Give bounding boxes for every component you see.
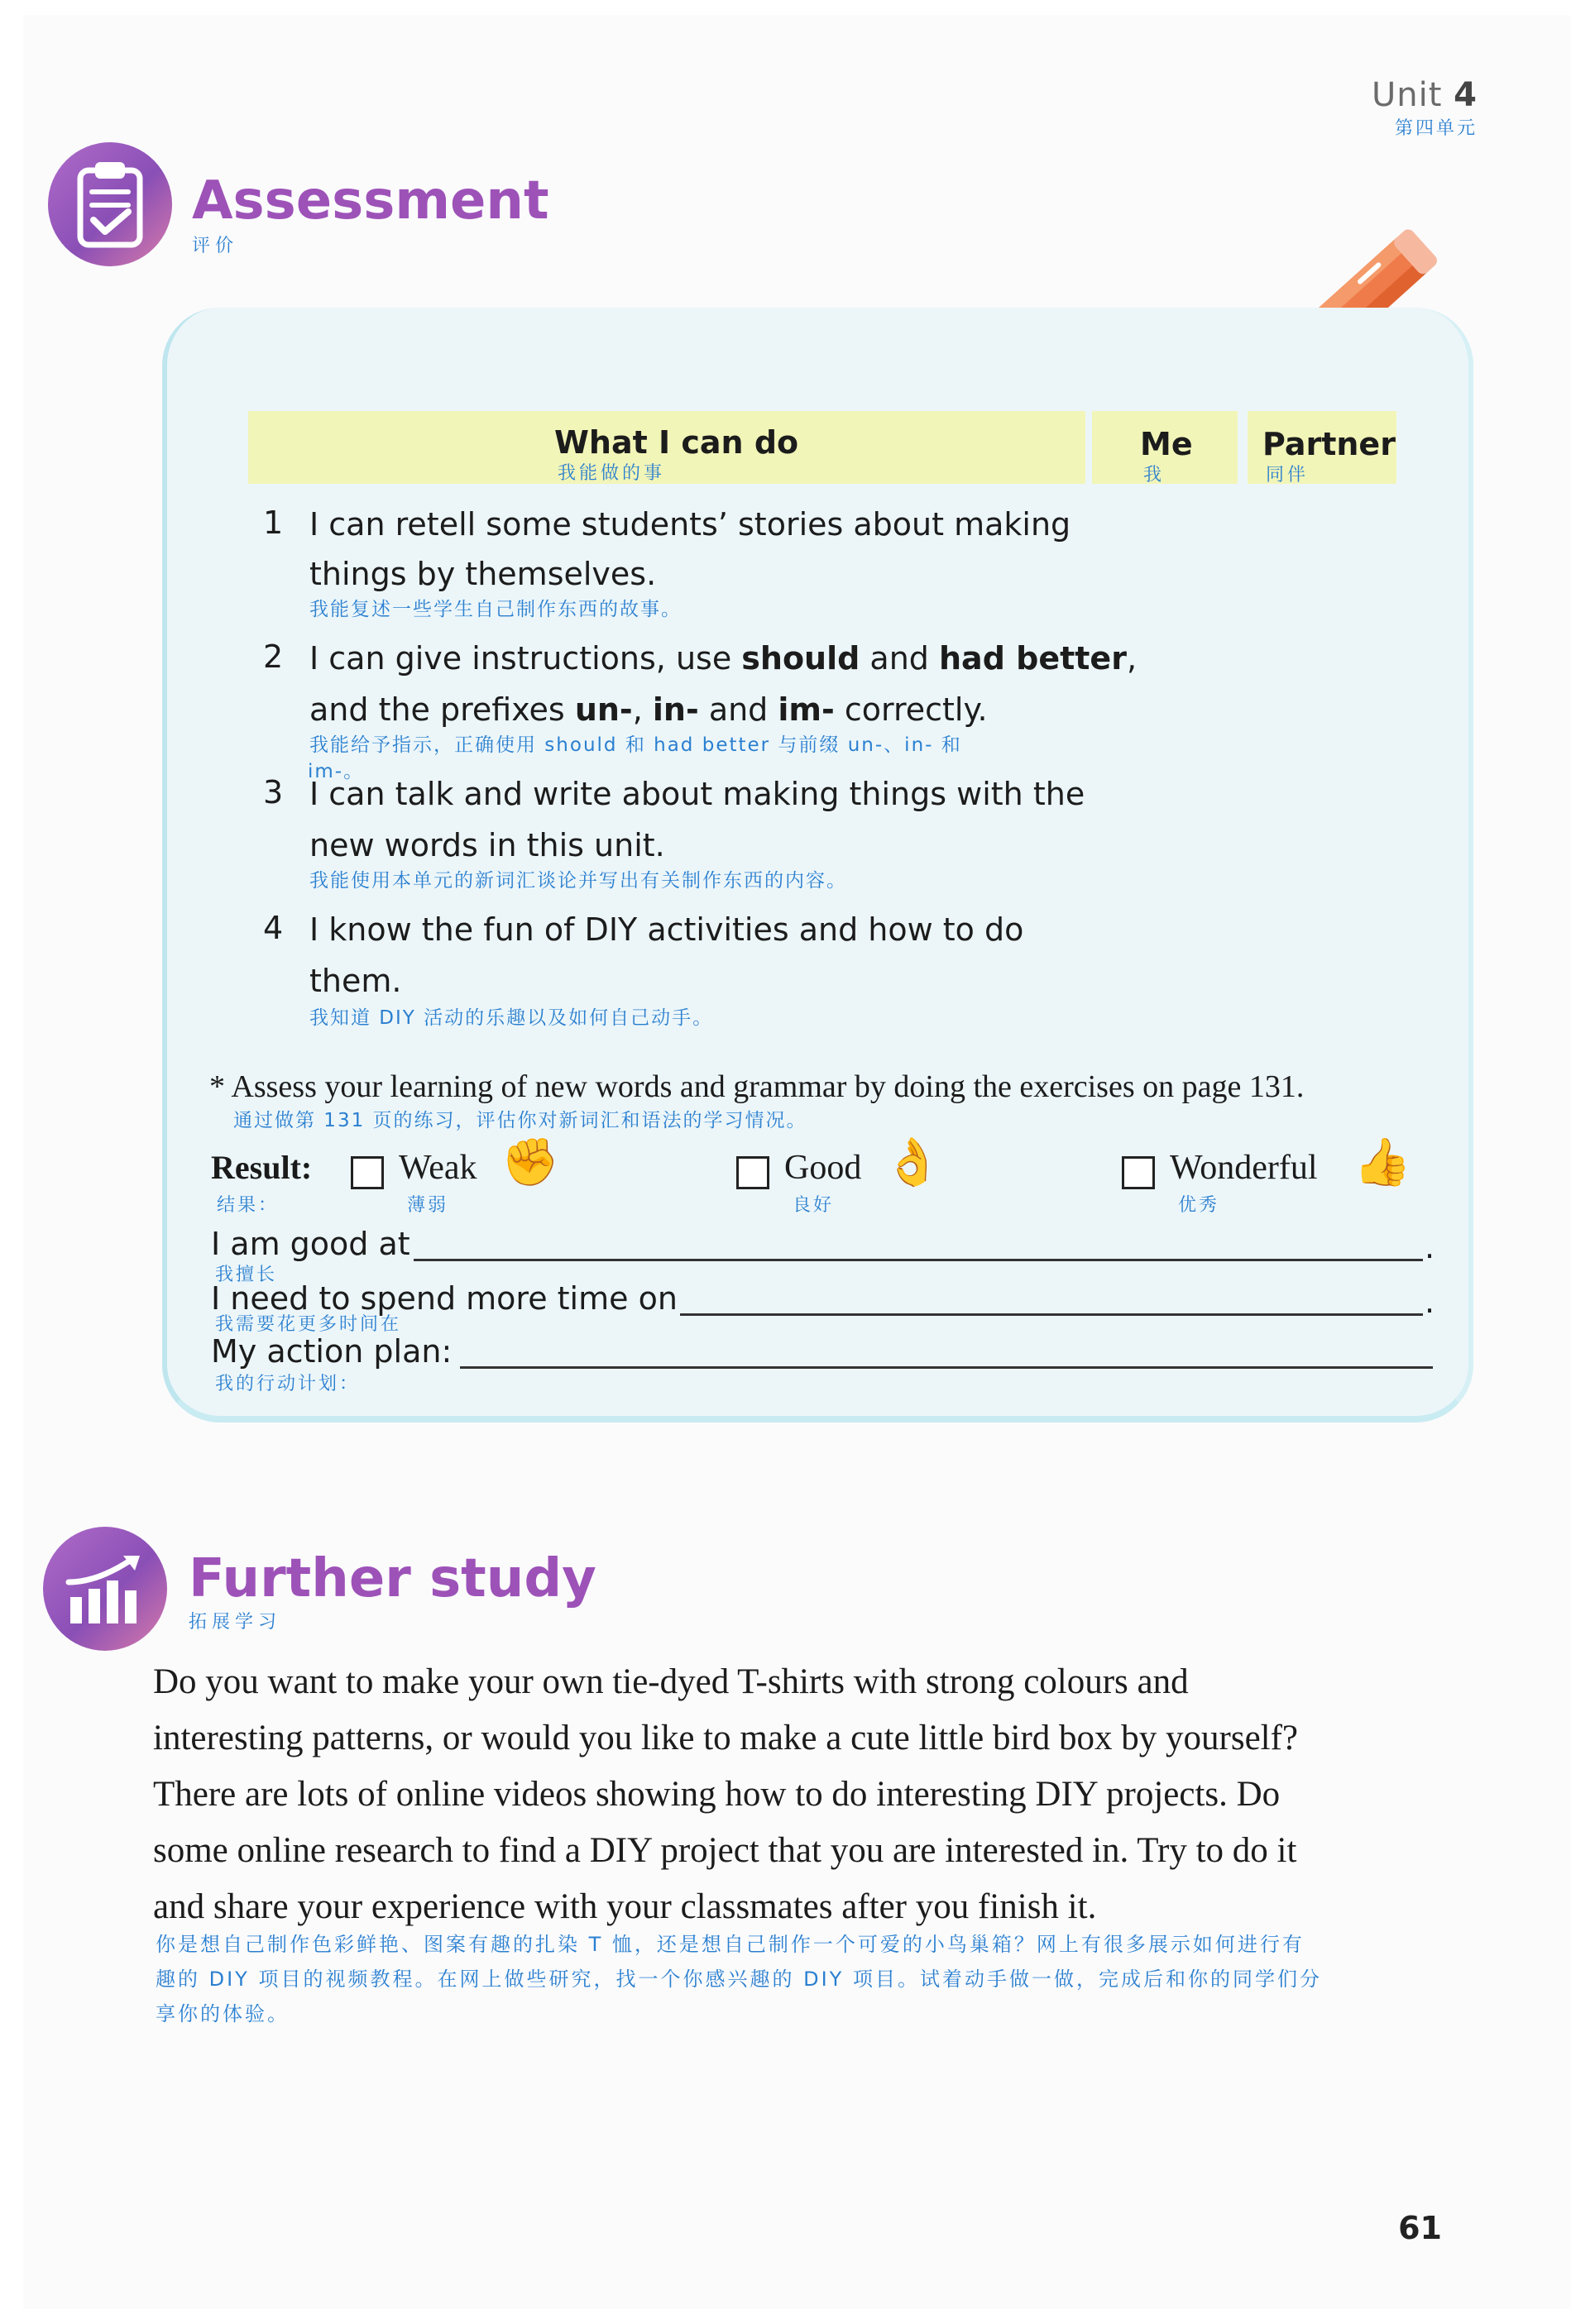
wonderful-cn: 优秀: [1178, 1195, 1220, 1216]
assessment-note: * Assess your learning of new words and grammar by doing the exercises on page 131.: [209, 1069, 1305, 1104]
further-paragraph: [153, 1654, 1468, 1935]
item-line-2: new words in this unit.: [309, 827, 665, 863]
header-what-i-can-do: [248, 411, 1085, 484]
paragraph-line: Do you want to make your own tie-dyed T-shirts with strong colours and: [153, 1662, 1189, 1701]
item-line-1: I can retell some students’ stories about making: [309, 506, 1071, 543]
header-partner-cn: 同伴: [1266, 465, 1310, 485]
item-line-1: I know the fun of DIY activities and how to do: [309, 911, 1024, 948]
wonderful-label: Wonderful: [1170, 1149, 1318, 1187]
good-at-end: .: [1425, 1229, 1435, 1265]
item-keyword: im-: [778, 691, 835, 728]
paragraph-line: interesting patterns, or would you like to make a cute little bird box by yourself?: [153, 1719, 1299, 1757]
unit-number: 4: [1454, 76, 1478, 114]
item-number: 4: [263, 910, 284, 946]
weak-checkbox[interactable]: [351, 1156, 384, 1189]
result-label: Result:: [211, 1149, 313, 1186]
item-number: 2: [263, 638, 284, 675]
action-plan-input[interactable]: [460, 1366, 1433, 1369]
item-keyword: had better: [939, 640, 1127, 677]
item-line-2: things by themselves.: [309, 556, 657, 592]
good-at-input[interactable]: [414, 1259, 1423, 1261]
good-checkbox[interactable]: [736, 1156, 769, 1189]
action-plan-cn: 我的行动计划：: [215, 1374, 361, 1394]
item-text: correctly.: [834, 691, 988, 728]
unit-header: [1372, 76, 1478, 140]
item-cn: 我能使用本单元的新词汇谈论并写出有关制作东西的内容。: [309, 870, 847, 892]
good-label: Good: [784, 1149, 862, 1187]
further-title: Further study: [189, 1548, 596, 1609]
fist-icon: ✊: [501, 1136, 559, 1189]
good-at-label: I am good at: [211, 1226, 410, 1262]
further-paragraph-cn: [156, 1927, 1479, 2031]
item-number: 1: [263, 504, 284, 541]
header-partner: [1248, 411, 1396, 484]
result-label-cn: 结果：: [217, 1195, 280, 1216]
item-cn: 我能给予指示，正确使用 should 和 had better 与前缀 un-、in- 和: [309, 734, 962, 756]
item-text: and: [698, 691, 778, 728]
item-text: I can give instructions, use: [309, 640, 742, 677]
further-title-cn: 拓展学习: [189, 1612, 282, 1633]
paragraph-line: There are lots of online videos showing how to do interesting DIY projects. Do: [153, 1775, 1281, 1814]
item-line-1: [309, 640, 1137, 677]
item-text: and the prefixes: [309, 691, 575, 728]
item-line-1: I can talk and write about making things with the: [309, 776, 1085, 812]
spend-time-cn: 我需要花更多时间在: [215, 1314, 402, 1335]
item-cn-2: im-。: [308, 761, 365, 782]
paragraph-cn-line: 你是想自己制作色彩鲜艳、图案有趣的扎染 T 恤，还是想自己制作一个可爱的小鸟巢箱？网上有很多展示如何进行有: [156, 1933, 1305, 1956]
spend-time-input[interactable]: [680, 1313, 1423, 1316]
assessment-note-cn: 通过做第 131 页的练习，评估你对新词汇和语法的学习情况。: [233, 1110, 807, 1131]
wonderful-checkbox[interactable]: [1122, 1156, 1155, 1189]
item-text: ,: [632, 691, 653, 728]
weak-cn: 薄弱: [407, 1195, 449, 1216]
unit-cn: 第四单元: [1394, 118, 1478, 139]
chart-growth-icon: [43, 1527, 167, 1651]
good-cn: 良好: [793, 1195, 835, 1216]
header-me-label: Me: [1140, 426, 1193, 462]
paragraph-cn-line: 趣的 DIY 项目的视频教程。在网上做些研究，找一个你感兴趣的 DIY 项目。试着动手做一做，完成后和你的同学们分: [156, 1968, 1322, 1991]
item-line-2: [309, 691, 988, 728]
item-keyword: un-: [574, 691, 633, 728]
action-plan-label: My action plan:: [211, 1333, 453, 1370]
assessment-title-cn: 评价: [192, 236, 239, 256]
paragraph-line: and share your experience with your classmates after you finish it.: [153, 1887, 1097, 1926]
assessment-title: Assessment: [192, 170, 549, 232]
paragraph-line: some online research to find a DIY project that you are interested in. Try to do it: [153, 1831, 1297, 1870]
item-number: 3: [263, 774, 284, 811]
item-line-2: them.: [309, 963, 402, 999]
item-keyword: in-: [652, 691, 699, 728]
header-what-cn: 我能做的事: [558, 463, 666, 484]
unit-label: Unit: [1372, 76, 1443, 114]
item-text: ,: [1126, 640, 1138, 677]
clipboard-icon: [48, 142, 172, 266]
header-me-cn: 我: [1143, 465, 1166, 485]
item-keyword: should: [741, 640, 860, 677]
header-me: [1092, 411, 1238, 484]
thumbs-up-icon: 👍: [1353, 1136, 1411, 1189]
ok-hand-icon: 👌: [884, 1136, 941, 1189]
header-what-label: What I can do: [554, 424, 799, 461]
spend-time-end: .: [1425, 1284, 1435, 1320]
header-partner-label: Partner: [1262, 426, 1396, 462]
good-at-cn: 我擅长: [215, 1265, 278, 1285]
page-number: 61: [1398, 2210, 1442, 2246]
item-cn: 我知道 DIY 活动的乐趣以及如何自己动手。: [309, 1007, 714, 1029]
spend-time-label: I need to spend more time on: [211, 1280, 678, 1317]
item-cn: 我能复述一些学生自己制作东西的故事。: [309, 599, 682, 620]
paragraph-cn-line: 享你的体验。: [156, 2002, 290, 2025]
item-text: and: [860, 640, 939, 677]
weak-label: Weak: [399, 1149, 477, 1187]
